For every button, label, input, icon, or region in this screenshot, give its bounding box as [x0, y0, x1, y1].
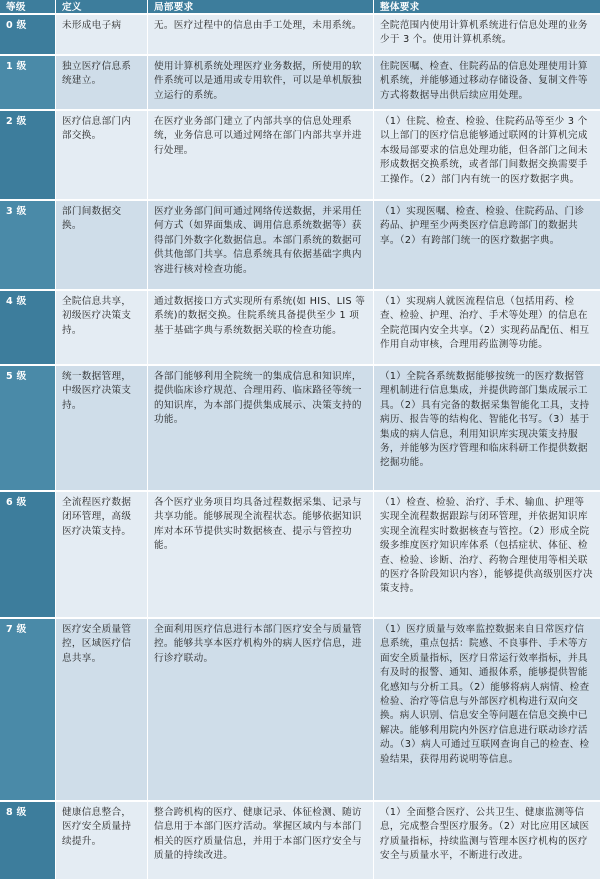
table-row — [0, 111, 600, 200]
table-row — [0, 201, 600, 290]
overall-requirement-cell: （1）检查、检验、治疗、手术、输血、护理等实现全流程数据跟踪与闭环管理，并依据知识库实现全流程实时数据核查与管控。（2）形成全院级多维度医疗知识库体系（包括症状、体征、检查、检验、诊断、治疗、药物合理使用等相关联的医疗各阶段知识内容），能够提供高级别医疗决策支持。 — [374, 492, 600, 617]
definition-cell: 全院信息共享，初级医疗决策支持。 — [56, 291, 148, 364]
header-overall-requirements: 整体要求 — [374, 0, 600, 13]
definition-cell: 未形成电子病 — [56, 15, 148, 54]
header-level: 等级 — [0, 0, 56, 13]
overall-requirement-cell: 全院范围内使用计算机系统进行信息处理的业务少于 3 个。使用计算机系统。 — [374, 15, 600, 54]
table-row — [0, 56, 600, 110]
local-requirement-cell: 在医疗业务部门建立了内部共享的信息处理系统，业务信息可以通过网络在部门内部共享并进行处理。 — [148, 111, 374, 199]
definition-cell: 医疗信息部门内部交换。 — [56, 111, 148, 199]
local-requirement-cell: 全面利用医疗信息进行本部门医疗安全与质量管控。能够共享本医疗机构外的病人医疗信息，进行诊疗联动。 — [148, 619, 374, 800]
local-requirement-cell: 医疗业务部门间可通过网络传送数据，并采用任何方式（如界面集成、调用信息系统数据等）获得部门外数字化数据信息。本部门系统的数据可供其他部门共享。信息系统具有依据基础字典内容进行核对检查功能。 — [148, 201, 374, 289]
overall-requirement-cell: （1）实现医嘱、检查、检验、住院药品、门诊药品、护理至少两类医疗信息跨部门的数据共享。（2）有跨部门统一的医疗数据字典。 — [374, 201, 600, 289]
table-row — [0, 492, 600, 618]
definition-cell: 统一数据管理，中级医疗决策支持。 — [56, 366, 148, 490]
local-requirement-cell: 通过数据接口方式实现所有系统(如 HIS、LIS 等系统)的数据交换。住院系统具备提供至少 1 项基于基础字典与系统数据关联的检查功能。 — [148, 291, 374, 364]
level-cell: 1 级 — [0, 56, 56, 109]
level-cell: 2 级 — [0, 111, 56, 199]
local-requirement-cell: 各个医疗业务项目均具备过程数据采集、记录与共享功能。能够展现全流程状态。能够依据知识库对本环节提供实时数据核查、提示与管控功能。 — [148, 492, 374, 617]
table-row — [0, 619, 600, 801]
definition-cell: 独立医疗信息系统建立。 — [56, 56, 148, 109]
overall-requirement-cell: 住院医嘱、检查、住院药品的信息处理使用计算机系统，并能够通过移动存储设备、复制文件等方式将数据导出供后续应用处理。 — [374, 56, 600, 109]
level-cell: 4 级 — [0, 291, 56, 364]
table-header-row — [0, 0, 600, 14]
overall-requirement-cell: （1）医疗质量与效率监控数据来自日常医疗信息系统，重点包括：院感、不良事件、手术等方面安全质量指标，医疗日常运行效率指标，并具有及时的报警、通知、通报体系，能够提供智能化感知与分析工具。（2）能够将病人病情、检查检验、治疗等信息与外部医疗机构进行双向交换。病人识别、信息安全等问题在信息交换中已解决。能够利用院内外医疗信息进行联动诊疗活动。（3）病人可通过互联网查询自己的检查、检验结果，获得用药说明等信息。 — [374, 619, 600, 800]
definition-cell: 健康信息整合，医疗安全质量持续提升。 — [56, 802, 148, 879]
level-cell: 8 级 — [0, 802, 56, 879]
table-row — [0, 366, 600, 491]
local-requirement-cell: 整合跨机构的医疗、健康记录、体征检测、随访信息用于本部门医疗活动。掌握区域内与本部门相关的医疗质量信息，并用于本部门医疗安全与质量的持续改进。 — [148, 802, 374, 879]
overall-requirement-cell: （1）住院、检查、检验、住院药品等至少 3 个以上部门的医疗信息能够通过联网的计算机完成本级局部要求的信息处理功能，但各部门之间未形成数据交换系统，或者部门间数据交换需要手工操作。（2）部门内有统一的医疗数据字典。 — [374, 111, 600, 199]
header-local-requirements: 局部要求 — [148, 0, 374, 13]
table-row — [0, 802, 600, 880]
level-cell: 3 级 — [0, 201, 56, 289]
level-cell: 6 级 — [0, 492, 56, 617]
level-cell: 7 级 — [0, 619, 56, 800]
header-definition: 定义 — [56, 0, 148, 13]
table-row — [0, 15, 600, 55]
local-requirement-cell: 无。医疗过程中的信息由手工处理，未用系统。 — [148, 15, 374, 54]
level-cell: 5 级 — [0, 366, 56, 490]
table-row — [0, 291, 600, 365]
overall-requirement-cell: （1）全面整合医疗、公共卫生、健康监测等信息，完成整合型医疗服务。（2）对比应用区域医疗质量指标，持续监测与管理本医疗机构的医疗安全与质量水平，不断进行改进。 — [374, 802, 600, 879]
local-requirement-cell: 各部门能够利用全院统一的集成信息和知识库，提供临床诊疗规范、合理用药、临床路径等统一的知识库，为本部门提供集成展示、决策支持的功能。 — [148, 366, 374, 490]
level-cell: 0 级 — [0, 15, 56, 54]
definition-cell: 医疗安全质量管控，区域医疗信息共享。 — [56, 619, 148, 800]
overall-requirement-cell: （1）全院各系统数据能够按统一的医疗数据管理机制进行信息集成，并提供跨部门集成展示工具。（2）具有完备的数据采集智能化工具，支持病历、报告等的结构化、智能化书写。（3）基于集成的病人信息，利用知识库实现决策支持服务，并能够为医疗管理和临床科研工作提供数据挖掘功能。 — [374, 366, 600, 490]
overall-requirement-cell: （1）实现病人就医流程信息（包括用药、检查、检验、护理、治疗、手术等处理）的信息在全院范围内安全共享。（2）实现药品配伍、相互作用自动审核，合理用药监测等功能。 — [374, 291, 600, 364]
definition-cell: 部门间数据交换。 — [56, 201, 148, 289]
definition-cell: 全流程医疗数据闭环管理，高级医疗决策支持。 — [56, 492, 148, 617]
local-requirement-cell: 使用计算机系统处理医疗业务数据，所使用的软件系统可以是通用或专用软件，可以是单机版独立运行的系统。 — [148, 56, 374, 109]
